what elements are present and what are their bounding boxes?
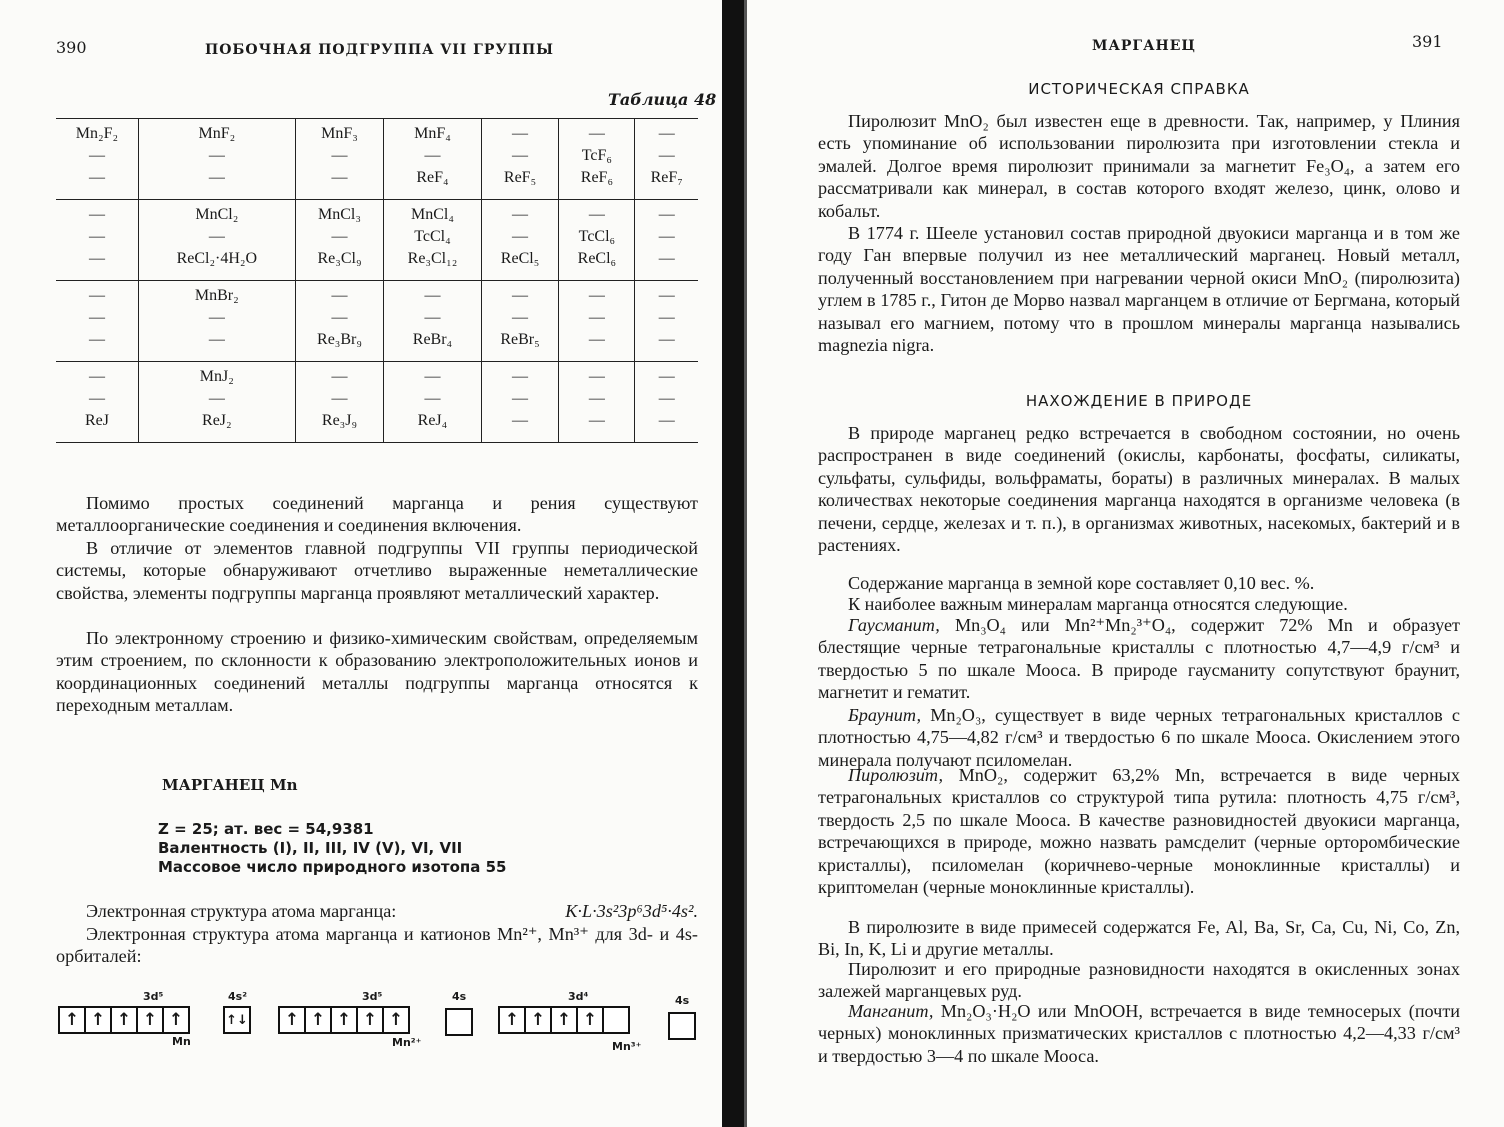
halide-table <box>56 118 698 443</box>
orbital-cell: ↑ <box>138 1008 164 1032</box>
orbital-cell: ↑ <box>578 1008 604 1032</box>
cell-line: MnCl₃ <box>318 206 361 223</box>
mineral-description: Mn₂O₃, существует в виде черных тетрагональных кристаллов с плотностью 4,75—4,82 г/см³ и твердостью 6 по шкале Мооса. Окислением этого минерала получают псиломелан. <box>818 705 1460 770</box>
cell-line: — <box>424 287 441 304</box>
electron-structure-cations: Электронная структура атома марганца и катионов Mn²⁺, Mn³⁺ для 3d- и 4s-орбиталей: <box>56 924 698 967</box>
mineral-description: Mn₂O₃·H₂O или MnOOH, встречается в виде темносерых (почти черных) моноклинных призматических кристаллов с плотностью 4,2—4,33 г/см³ и твердостью 3—4 по шкале Мооса. <box>818 1001 1461 1066</box>
orbital-cell-empty <box>604 1008 628 1032</box>
table-cell <box>635 119 698 200</box>
cell-line: ReCl₅ <box>500 250 540 267</box>
cell-line: — <box>208 390 225 407</box>
mn3-3d-label: 3d⁴ <box>568 990 589 1003</box>
left-page-number: 390 <box>56 38 87 57</box>
cell-line: — <box>88 147 105 164</box>
element-title: МАРГАНЕЦ Mn <box>162 776 298 794</box>
isotope-line: Массовое число природного изотопа 55 <box>158 858 507 876</box>
table-cell <box>384 281 481 362</box>
paragraph-occurrence-1: В природе марганец редко встречается в свободном состоянии, но очень распространен в виде соединений (окислы, карбонаты, фосфаты, силикаты, сульфаты, сульфиды, вольфраматы, бораты) в различных минералах. В малых количествах некоторые соединения марганца находятся в организме человека (в печени, сердце, железах и т. п.), в организмах животных, насекомых, бактерий и в растениях. <box>818 423 1460 556</box>
paragraph-hausmannite <box>818 614 1460 704</box>
electron-structure-line <box>56 900 698 922</box>
cell-line: TcF₆ <box>581 147 612 164</box>
cell-line: — <box>512 309 529 326</box>
cell-line: — <box>331 287 348 304</box>
mn-3d-label: 3d⁵ <box>143 990 164 1003</box>
mineral-term: Пиролюзит, <box>848 765 944 785</box>
orbital-cell: ↑ <box>500 1008 526 1032</box>
mn-label: Mn <box>172 1035 191 1048</box>
cell-line: — <box>658 309 675 326</box>
table-cell <box>138 200 295 281</box>
cell-line: Re₃Cl₉ <box>317 250 362 267</box>
table-caption: Таблица 48 <box>608 90 717 109</box>
orbital-cell: ↑ <box>358 1008 384 1032</box>
orbital-cell-empty <box>447 1010 471 1034</box>
cell-line: — <box>88 169 105 186</box>
cell-line: — <box>424 368 441 385</box>
table-cell <box>481 200 559 281</box>
cell-line: — <box>512 147 529 164</box>
cell-line: — <box>588 331 605 348</box>
cell-line: — <box>208 331 225 348</box>
mn2-label: Mn²⁺ <box>392 1036 422 1049</box>
cell-line: MnJ₂ <box>199 368 234 385</box>
valence-line: Валентность (I), II, III, IV (V), VI, VII <box>158 839 463 857</box>
cell-line: — <box>512 368 529 385</box>
cell-line: — <box>88 250 105 267</box>
table-cell <box>295 119 383 200</box>
cell-line: — <box>331 169 348 186</box>
cell-line: — <box>512 206 529 223</box>
table-cell <box>559 119 635 200</box>
cell-line: MnF₃ <box>321 125 358 142</box>
table-cell <box>138 362 295 443</box>
mn-4s-orbital <box>223 1006 251 1034</box>
orbital-cell: ↑↓ <box>226 1012 248 1028</box>
table-cell <box>559 362 635 443</box>
cell-line: ReF₅ <box>503 169 537 186</box>
table-cell <box>384 362 481 443</box>
paragraph-transition-metals: По электронному строению и физико-химическим свойствам, определяемым этим строением, по склонности к образованию электроположительных ионов и координационных соединений металлы подгруппы марганца относятся к переходным металлам. <box>56 628 698 716</box>
cell-line: — <box>331 228 348 245</box>
table-row <box>56 362 698 443</box>
paragraph-oxidized-zones: Пиролюзит и его природные разновидности находятся в окисленных зонах залежей марганцевых руд. <box>818 959 1460 1002</box>
paragraph-organometallic: Помимо простых соединений марганца и рения существуют металлоорганические соединения и соединения включения. <box>56 493 698 536</box>
mn-3d-orbitals <box>58 1006 190 1034</box>
cell-line: — <box>658 125 675 142</box>
table-cell <box>56 362 138 443</box>
cell-line: — <box>512 228 529 245</box>
orbital-cell: ↑ <box>526 1008 552 1032</box>
cell-line: — <box>88 309 105 326</box>
cell-line: MnF₂ <box>198 125 236 142</box>
cell-line: — <box>588 287 605 304</box>
table-cell <box>384 119 481 200</box>
mn2-3d-orbitals <box>278 1006 410 1034</box>
cell-line: — <box>588 309 605 326</box>
cell-line: Re₃Br₉ <box>317 331 362 348</box>
cell-line: ReJ <box>84 412 109 429</box>
cell-line: — <box>88 331 105 348</box>
cell-line: — <box>208 169 225 186</box>
cell-line: — <box>88 390 105 407</box>
cell-line: TcCl₆ <box>578 228 616 245</box>
cell-line: — <box>512 390 529 407</box>
cell-line: Mn₂F₂ <box>75 125 119 142</box>
mn3-label: Mn³⁺ <box>612 1040 642 1053</box>
right-running-head: МАРГАНЕЦ <box>1092 38 1196 54</box>
table-cell <box>56 200 138 281</box>
table-cell <box>56 119 138 200</box>
table-cell <box>559 200 635 281</box>
cell-line: — <box>588 125 605 142</box>
cell-line: — <box>512 125 529 142</box>
orbital-cell: ↑ <box>306 1008 332 1032</box>
book-spine-edge <box>744 0 747 1127</box>
mn2-3d-label: 3d⁵ <box>362 990 383 1003</box>
paragraph-braunite <box>818 704 1460 771</box>
cell-line: ReBr₄ <box>412 331 453 348</box>
paragraph-manganite <box>818 1000 1460 1067</box>
mineral-description: MnO₂, содержит 63,2% Mn, встречается в виде черных тетрагональных кристаллов со структурой типа рутила: плотность 4,75 г/см³, твердость 2,5 по шкале Мооса. В качестве разновидностей двуокиси марганца, встречающихся в природе, можно назвать рамсделит (черные орторомбические кристаллы), псиломелан (коричнево-черные моноклинные кристаллы) и криптомелан (черные моноклинные кристаллы). <box>818 765 1460 898</box>
cell-line: — <box>658 287 675 304</box>
cell-line: ReJ₂ <box>202 412 232 429</box>
paragraph-main-group: В отличие от элементов главной подгруппы VII группы периодической системы, которые обнаруживают отчетливо выраженные неметаллические свойства, элементы подгруппы марганца проявляют металлический характер. <box>56 538 698 603</box>
mineral-term: Браунит, <box>848 705 921 725</box>
paragraph-minerals-intro: К наиболее важным минералам марганца относятся следующие. <box>848 594 1348 614</box>
table-cell <box>138 119 295 200</box>
cell-line: — <box>512 287 529 304</box>
table-cell <box>295 200 383 281</box>
orbital-cell: ↑ <box>388 1010 404 1030</box>
cell-line: — <box>88 206 105 223</box>
cell-line: Re₃Cl₁₂ <box>407 250 458 267</box>
cell-line: — <box>208 147 225 164</box>
cell-line: — <box>658 412 675 429</box>
cell-line: — <box>658 390 675 407</box>
paragraph-history-2: В 1774 г. Шееле установил состав природной двуокиси марганца и в том же году Ган впервые получил из нее металлический марганец. Новый металл, полученный восстановлением при нагревании черной окиси MnO₂ (пиролюзита) углем в 1785 г., Гитон де Морво назвал марганцем в отличие от Бергмана, который называл его магнием, потому что в прошлом минералы марганца назывались magnezia nigra. <box>818 223 1460 356</box>
paragraph-impurities: В пиролюзите в виде примесей содержатся Fe, Al, Ba, Sr, Ca, Cu, Ni, Co, Zn, Bi, In, K, Li и другие металлы. <box>818 917 1460 960</box>
orbital-cell: ↑ <box>552 1008 578 1032</box>
cell-line: ReCl₂·4H₂O <box>176 250 258 267</box>
orbital-cell: ↑ <box>332 1008 358 1032</box>
table-cell <box>635 200 698 281</box>
cell-line: ReBr₅ <box>500 331 540 348</box>
mn3-4s-orbital <box>668 1012 696 1040</box>
left-running-head: ПОБОЧНАЯ ПОДГРУППА VII ГРУППЫ <box>205 42 554 58</box>
mineral-term: Гаусманит, <box>848 615 940 635</box>
book-spine <box>722 0 744 1127</box>
cell-line: — <box>424 390 441 407</box>
electron-structure-text: Электронная структура атома марганца: <box>86 901 397 921</box>
orbital-cell: ↑ <box>60 1008 86 1032</box>
heading-occurrence: НАХОЖДЕНИЕ В ПРИРОДЕ <box>1025 392 1253 410</box>
table-row <box>56 119 698 200</box>
atomic-number-weight: Z = 25; ат. вес = 54,9381 <box>158 820 374 838</box>
orbital-cell: ↑ <box>280 1008 306 1032</box>
paragraph-history-1: Пиролюзит MnO₂ был известен еще в древности. Так, например, у Плиния есть упоминание об использовании пиролюзита при изготовлении стекла и эмалей. Долгое время пиролюзит принимали за магнетит Fe₃O₄, а затем его рассматривали как минерал, в состав которого входят железо, цинк, олово и кобальт. <box>818 111 1460 221</box>
cell-line: MnBr₂ <box>194 287 239 304</box>
cell-line: — <box>88 228 105 245</box>
cell-line: — <box>512 412 529 429</box>
cell-line: — <box>88 368 105 385</box>
cell-line: ReF₆ <box>580 169 614 186</box>
orbital-cell: ↑ <box>86 1008 112 1032</box>
table-row <box>56 200 698 281</box>
cell-line: — <box>658 147 675 164</box>
cell-line: — <box>658 331 675 348</box>
cell-line: — <box>331 309 348 326</box>
table-cell <box>635 281 698 362</box>
heading-history: ИСТОРИЧЕСКАЯ СПРАВКА <box>1028 80 1250 98</box>
cell-line: MnF₄ <box>414 125 451 142</box>
mn3-3d-orbitals <box>498 1006 630 1034</box>
paragraph-pyrolusite <box>818 764 1460 898</box>
cell-line: — <box>424 147 441 164</box>
mn3-4s-label: 4s <box>675 994 690 1007</box>
table-cell <box>481 281 559 362</box>
cell-line: — <box>88 287 105 304</box>
cell-line: — <box>424 309 441 326</box>
cell-line: — <box>208 309 225 326</box>
cell-line: — <box>588 412 605 429</box>
table-cell <box>384 200 481 281</box>
mn2-4s-orbital <box>445 1008 473 1036</box>
cell-line: — <box>658 206 675 223</box>
table-row <box>56 281 698 362</box>
cell-line: — <box>331 368 348 385</box>
cell-line: — <box>208 228 225 245</box>
cell-line: — <box>588 390 605 407</box>
orbital-cell-empty <box>670 1014 694 1038</box>
cell-line: — <box>658 228 675 245</box>
table-cell <box>635 362 698 443</box>
table-cell <box>559 281 635 362</box>
cell-line: ReCl₆ <box>577 250 617 267</box>
mineral-term: Манганит, <box>848 1001 934 1021</box>
right-page-number: 391 <box>1412 32 1443 51</box>
paragraph-crust-content: Содержание марганца в земной коре составляет 0,10 вес. %. <box>848 573 1315 593</box>
cell-line: — <box>331 147 348 164</box>
cell-line: Re₃J₉ <box>321 412 358 429</box>
cell-line: — <box>658 250 675 267</box>
table-cell <box>295 362 383 443</box>
cell-line: MnCl₂ <box>195 206 239 223</box>
cell-line: ReF₄ <box>416 169 449 186</box>
table-cell <box>481 362 559 443</box>
cell-line: — <box>588 206 605 223</box>
mn2-4s-label: 4s <box>452 990 467 1003</box>
cell-line: MnCl₄ <box>410 206 454 223</box>
cell-line: ReJ₄ <box>417 412 448 429</box>
cell-line: ReF₇ <box>650 169 683 186</box>
orbital-cell: ↑ <box>112 1008 138 1032</box>
electron-structure-formula: K·L·3s²3p⁶3d⁵·4s². <box>565 901 698 921</box>
table-cell <box>295 281 383 362</box>
mn-4s-label: 4s² <box>228 990 248 1003</box>
table-cell <box>138 281 295 362</box>
cell-line: — <box>588 368 605 385</box>
table-cell <box>56 281 138 362</box>
cell-line: — <box>331 390 348 407</box>
table-cell <box>481 119 559 200</box>
mineral-description: Mn₃O₄ или Mn²⁺Mn₂³⁺O₄, содержит 72% Mn и образует блестящие черные тетрагональные кристаллы с плотностью 4,7—4,9 г/см³ и твердостью 5 по шкале Мооса. В природе гаусманиту сопутствуют браунит, магнетит и гематит. <box>818 615 1460 703</box>
cell-line: TcCl₄ <box>414 228 451 245</box>
cell-line: — <box>658 368 675 385</box>
orbital-cell: ↑ <box>168 1010 184 1030</box>
